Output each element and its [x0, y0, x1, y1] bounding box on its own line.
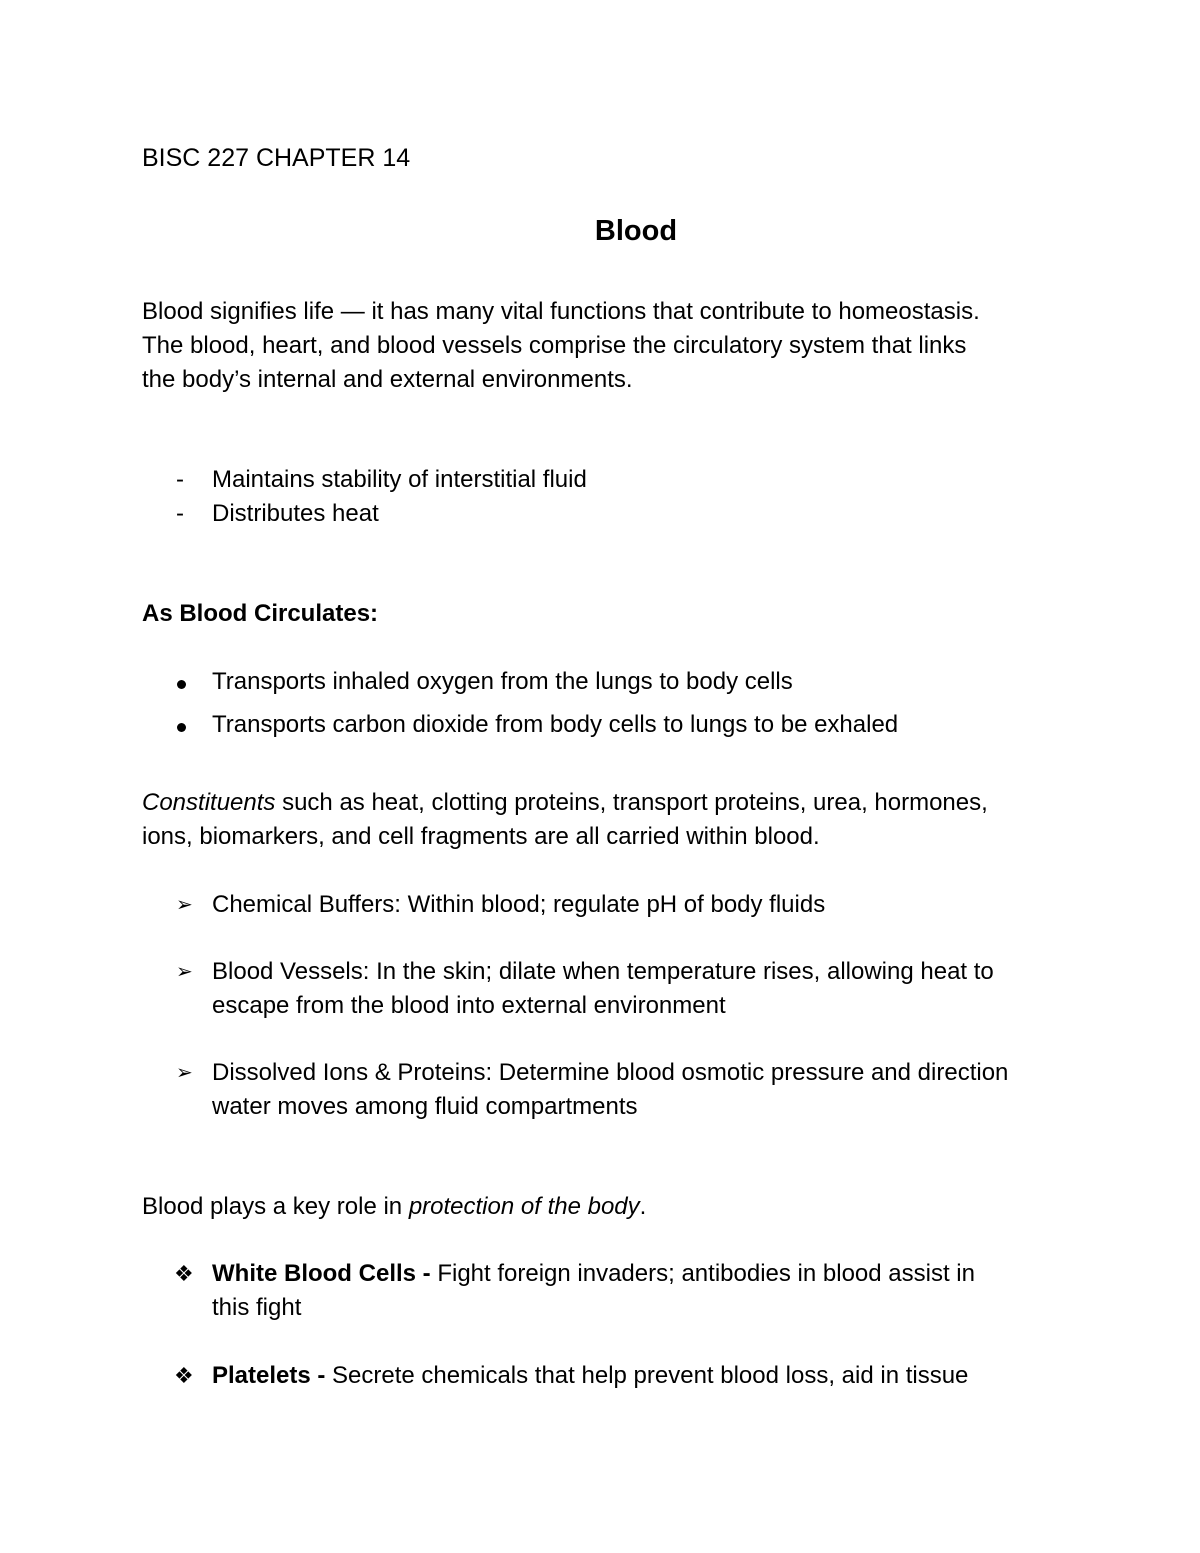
list-item-text	[212, 1359, 968, 1393]
dash-marker: -	[176, 466, 184, 493]
protection-sentence	[142, 1190, 646, 1224]
list-item-text: Distributes heat	[212, 500, 379, 527]
list-item-text: Transports inhaled oxygen from the lungs to body cells	[212, 668, 793, 695]
constituents-line-2: ions, biomarkers, and cell fragments are all carried within blood.	[142, 823, 820, 850]
protection-suffix: .	[639, 1193, 647, 1220]
list-item-term: White Blood Cells -	[212, 1260, 438, 1287]
constituents-text: such as heat, clotting proteins, transport proteins, urea, hormones,	[275, 789, 988, 816]
arrow-bullet-icon: ➢	[176, 961, 193, 983]
list-item-text-continued: water moves among fluid compartments	[212, 1093, 638, 1120]
list-item-text: Dissolved Ions & Proteins: Determine blood osmotic pressure and direction	[212, 1059, 1009, 1086]
constituents-term: Constituents	[142, 789, 276, 816]
list-item-text: Blood Vessels: In the skin; dilate when temperature rises, allowing heat to	[212, 958, 994, 985]
page-title: Blood	[594, 215, 678, 247]
intro-line-1: Blood signifies life — it has many vital functions that contribute to homeostasis.	[142, 298, 980, 325]
list-item-description: Secrete chemicals that help prevent blood loss, aid in tissue	[332, 1362, 969, 1389]
intro-line-2: The blood, heart, and blood vessels comprise the circulatory system that links	[142, 332, 967, 359]
bullet-dot-icon	[177, 723, 186, 732]
list-item-text: Chemical Buffers: Within blood; regulate pH of body fluids	[212, 891, 826, 918]
protection-prefix: Blood plays a key role in	[142, 1193, 409, 1220]
list-item-text	[212, 1257, 975, 1291]
protection-emphasis: protection of the body	[408, 1193, 640, 1220]
diamond-bullet-icon: ❖	[174, 1363, 194, 1388]
intro-line-3: the body’s internal and external environments.	[142, 366, 633, 393]
course-header: BISC 227 CHAPTER 14	[142, 144, 411, 172]
section-heading-circulates: As Blood Circulates:	[142, 600, 379, 627]
arrow-bullet-icon: ➢	[176, 1062, 193, 1084]
dash-marker: -	[176, 500, 184, 527]
list-item-text-continued: escape from the blood into external environment	[212, 992, 726, 1019]
list-item-term: Platelets -	[212, 1362, 333, 1389]
constituents-line-1	[142, 786, 988, 820]
arrow-bullet-icon: ➢	[176, 894, 193, 916]
bullet-dot-icon	[177, 680, 186, 689]
diamond-bullet-icon: ❖	[174, 1261, 194, 1286]
list-item-text-continued: this fight	[212, 1294, 302, 1321]
list-item-text: Maintains stability of interstitial fluid	[212, 466, 587, 493]
list-item-text: Transports carbon dioxide from body cells to lungs to be exhaled	[212, 711, 899, 738]
list-item-description: Fight foreign invaders; antibodies in blood assist in	[437, 1260, 975, 1287]
